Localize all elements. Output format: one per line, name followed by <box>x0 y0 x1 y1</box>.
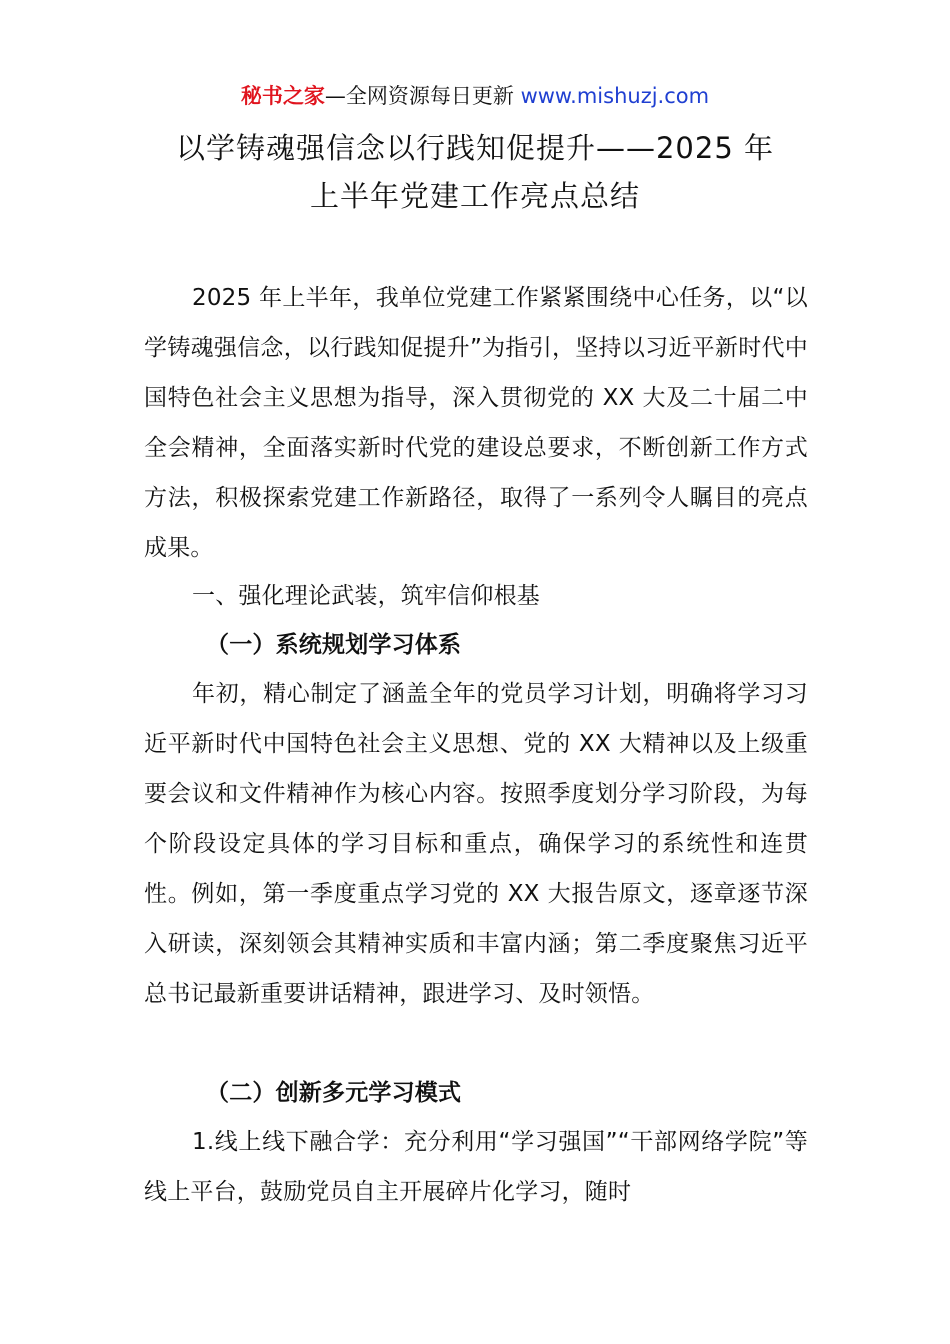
header-tagline: —全网资源每日更新 <box>324 84 514 108</box>
document-title-line-2: 上半年党建工作亮点总结 <box>309 179 640 213</box>
subsection-1-heading: （一）系统规划学习体系 <box>206 632 462 658</box>
subsection-2-paragraph: 1.线上线下融合学：充分利用“学习强国”“干部网络学院”等线上平台，鼓励党员自主开展碎片化学习，随时 <box>144 1129 808 1205</box>
section-1-heading: 一、强化理论武装，筑牢信仰根基 <box>192 583 540 609</box>
site-header <box>0 80 950 112</box>
document-title-line-1: 以学铸魂强信念以行践知促提升——2025 年 <box>175 131 775 165</box>
brand-name: 秘书之家 <box>240 84 325 108</box>
intro-paragraph: 2025 年上半年，我单位党建工作紧紧围绕中心任务，以“以学铸魂强信念，以行践知促提升”为指引，坚持以习近平新时代中国特色社会主义思想为指导，深入贯彻党的 XX 大及二十届二中全会精神，全面落实新时代党的建设总要求，不断创新工作方式方法，积极探索党建工作新路径，取得了一系列令人瞩目的亮点成果。 <box>144 285 808 561</box>
site-url[interactable]: www.mishuzj.com <box>520 84 710 108</box>
subsection-1-paragraph: 年初，精心制定了涵盖全年的党员学习计划，明确将学习习近平新时代中国特色社会主义思想、党的 XX 大精神以及上级重要会议和文件精神作为核心内容。按照季度划分学习阶段，为每个阶段设定具体的学习目标和重点，确保学习的系统性和连贯性。例如，第一季度重点学习党的 XX 大报告原文，逐章逐节深入研读，深刻领会其精神实质和丰富内涵；第二季度聚焦习近平总书记最新重要讲话精神，跟进学习、及时领悟。 <box>144 681 808 1007</box>
subsection-2-heading: （二）创新多元学习模式 <box>206 1080 462 1106</box>
